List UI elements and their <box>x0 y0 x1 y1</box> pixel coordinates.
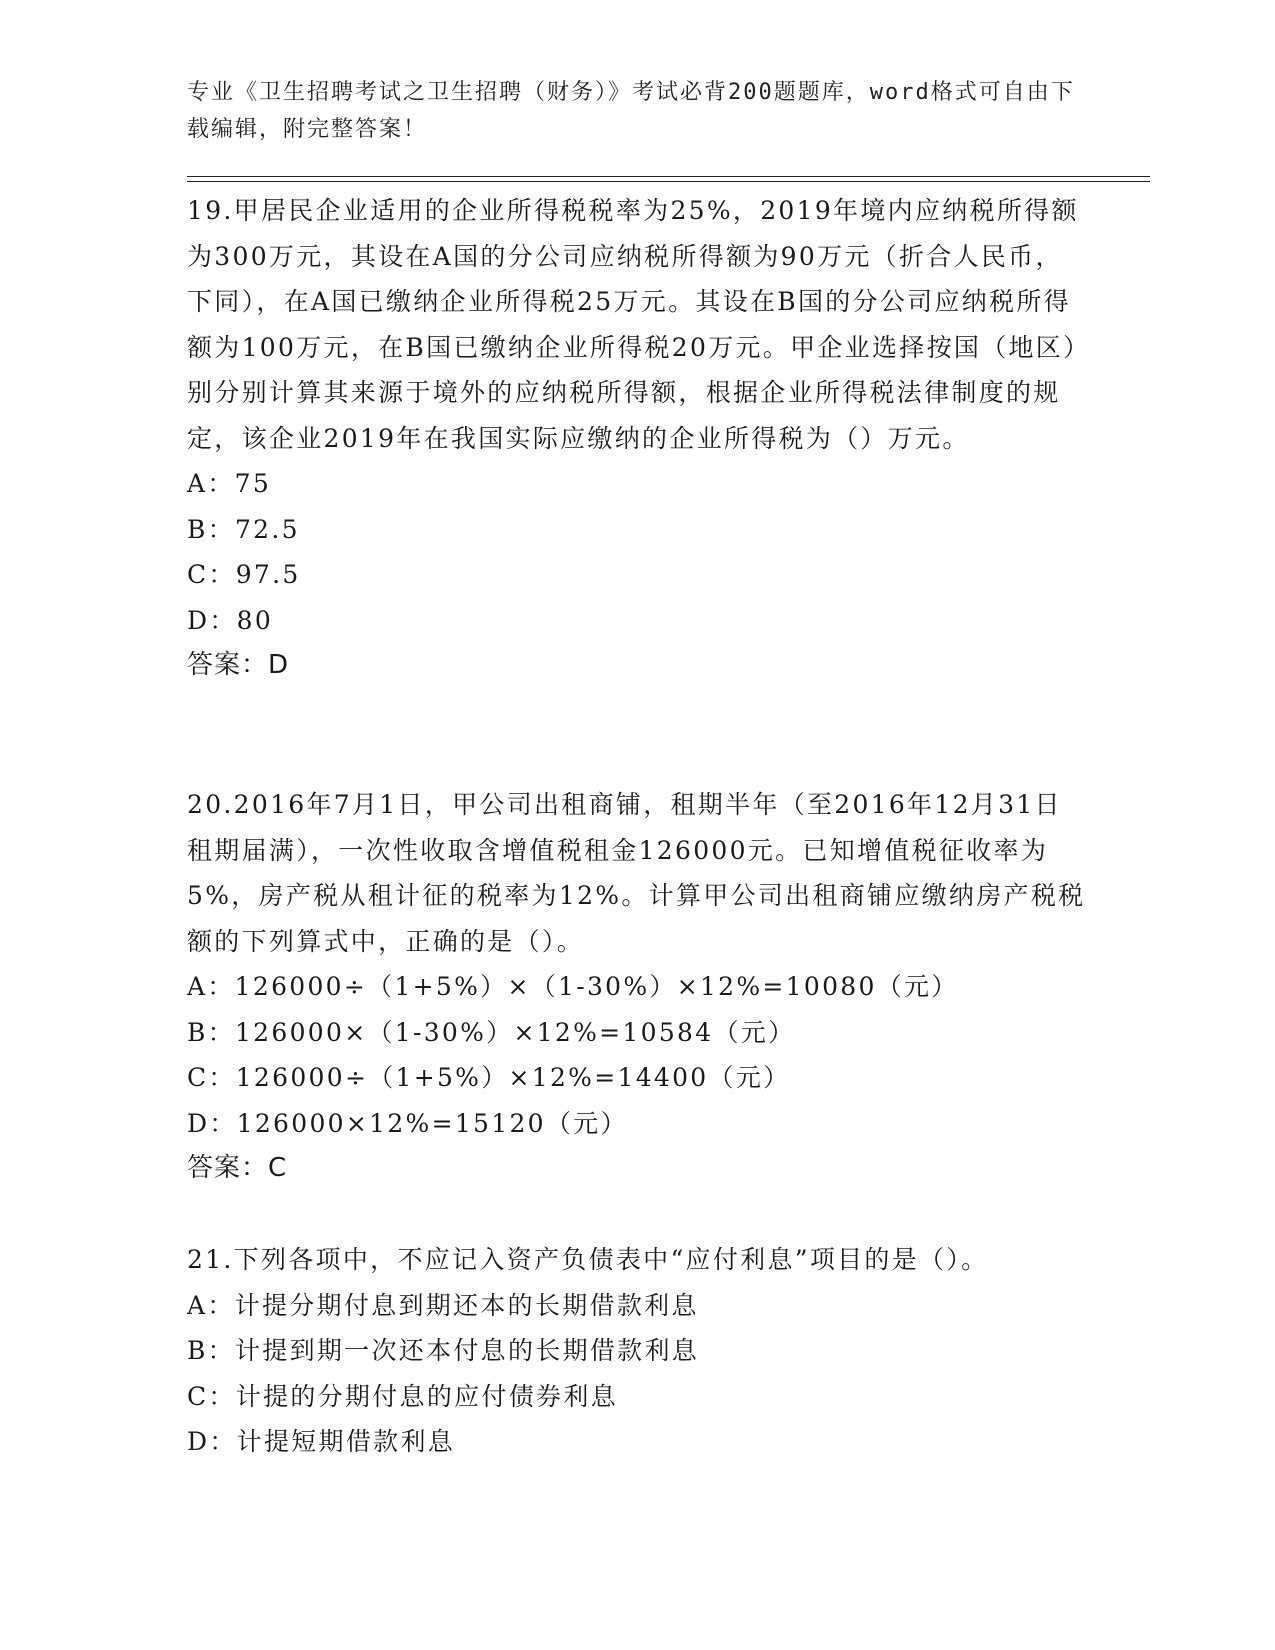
option-b: B：计提到期一次还本付息的长期借款利息 <box>187 1336 700 1365</box>
option-a: A：126000÷（1+5%）×（1-30%）×12%=10080（元） <box>187 972 959 1001</box>
question-stem: 19.甲居民企业适用的企业所得税税率为25%，2019年境内应纳税所得额为300万元，其设在A国的分公司应纳税所得额为90万元（折合人民币，下同），在A国已缴纳企业所得税25万元。其设在B国的分公司应纳税所得额为100万元，在B国已缴纳企业所得税20万元。甲企业选择按国（地区）别分别计算其来源于境外的应纳税所得额，根据企业所得税法律制度的规定，该企业2019年在我国实际应缴纳的企业所得税为（）万元。 <box>187 196 1079 453</box>
option-a: A：计提分期付息到期还本的长期借款利息 <box>187 1290 699 1320</box>
option-a: A：75 <box>187 469 272 498</box>
header-divider-bottom <box>187 181 1150 182</box>
question-stem: 21.下列各项中，不应记入资产负债表中“应付利息”项目的是（）。 <box>187 1245 989 1274</box>
option-c: C：126000÷（1+5%）×12%=14400（元） <box>187 1063 791 1092</box>
answer-label: 答案：D <box>187 650 290 680</box>
option-d: D：126000×12%=15120（元） <box>187 1108 628 1138</box>
question-stem: 20.2016年7月1日，甲公司出租商铺，租期半年（至2016年12月31日租期届满），一次性收取含增值税租金126000元。已知增值税征收率为5%，房产税从租计征的税率为12%。计算甲公司出租商铺应缴纳房产税税额的下列算式中，正确的是（）。 <box>187 790 1086 956</box>
question-20 <box>187 782 1087 1192</box>
option-b: B：72.5 <box>187 514 300 544</box>
option-d: D：计提短期借款利息 <box>187 1427 456 1456</box>
option-d: D：80 <box>187 605 274 635</box>
option-b: B：126000×（1-30%）×12%=10584（元） <box>187 1017 796 1047</box>
document-header: 专业《卫生招聘考试之卫生招聘（财务）》考试必背200题题库，word格式可自由下载编辑，附完整答案！ <box>187 80 1075 142</box>
header-divider-top <box>187 176 1150 177</box>
option-c: C：97.5 <box>187 560 301 589</box>
question-21 <box>187 1237 1087 1465</box>
question-19 <box>187 188 1087 689</box>
answer-label: 答案：C <box>187 1153 288 1183</box>
option-c: C：计提的分期付息的应付债券利息 <box>187 1381 618 1411</box>
